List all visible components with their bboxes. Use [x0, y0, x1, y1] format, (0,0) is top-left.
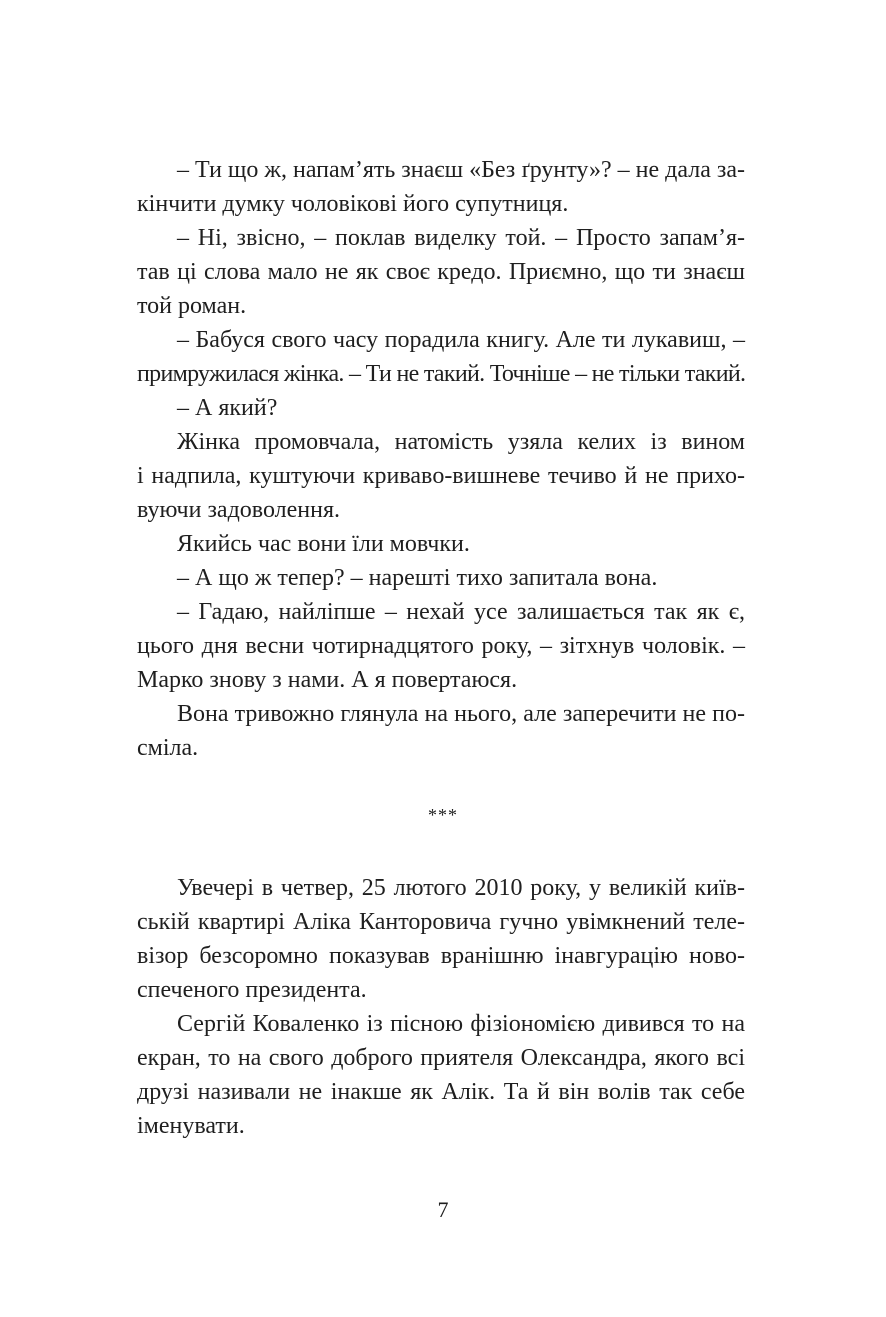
text-line: сміла. [137, 735, 199, 761]
text-line: – А що ж тепер? – нарешті тихо запитала вона. [177, 565, 658, 591]
text-line: Марко знову з нами. А я повертаюся. [137, 667, 518, 693]
text-line: Якийсь час вони їли мовчки. [177, 531, 470, 557]
text-line: примружилася жінка. – Ти не такий. Точніше – не тільки такий. [137, 361, 746, 387]
text-line: іменувати. [137, 1113, 245, 1139]
text-line: – Ти що ж, напам’ять знаєш «Без ґрунту»? – не дала за- [177, 157, 745, 183]
text-line: і надпила, куштуючи кривавo-вишневе течиво й не прихо- [137, 463, 745, 489]
text-line: – Бабуся свого часу порадила книгу. Але ти лукавиш, – [177, 327, 745, 353]
text-line: екран, то на свого доброго приятеля Олександра, якого всі [137, 1045, 745, 1071]
text-line: вуючи задоволення. [137, 497, 340, 523]
text-line: Жінка промовчала, натомість узяла келих із вином [177, 429, 745, 455]
text-line: Сергій Коваленко із пісною фізіономією дивився то на [177, 1011, 745, 1037]
text-line: друзі називали не інакше як Алік. Та й він волів так себе [137, 1079, 745, 1105]
page-number: 7 [437, 1197, 449, 1222]
text-line: той роман. [137, 293, 247, 319]
text-line: спеченого президента. [137, 977, 367, 1003]
text-line: Увечері в четвер, 25 лютого 2010 року, у великій київ- [177, 875, 745, 901]
text-line: ській квартирі Аліка Канторовича гучно увімкнений теле- [137, 909, 745, 935]
section-separator: *** [428, 805, 458, 825]
text-line: кінчити думку чоловікові його супутниця. [137, 191, 569, 217]
text-line: – Ні, звісно, – поклав виделку той. – Просто запам’я- [177, 225, 745, 251]
text-line: Вона тривожно глянула на нього, але заперечити не по- [177, 701, 745, 727]
text-line: візор безсоромно показував вранішню інавгурацію ново- [137, 943, 745, 969]
text-line: цього дня весни чотирнадцятого року, – зітхнув чоловік. – [137, 633, 745, 659]
text-line: – А який? [177, 395, 278, 421]
text-line: тав ці слова мало не як своє кредо. Приємно, що ти знаєш [137, 259, 745, 285]
text-line: – Гадаю, найліпше – нехай усе залишається так як є, [177, 599, 745, 625]
